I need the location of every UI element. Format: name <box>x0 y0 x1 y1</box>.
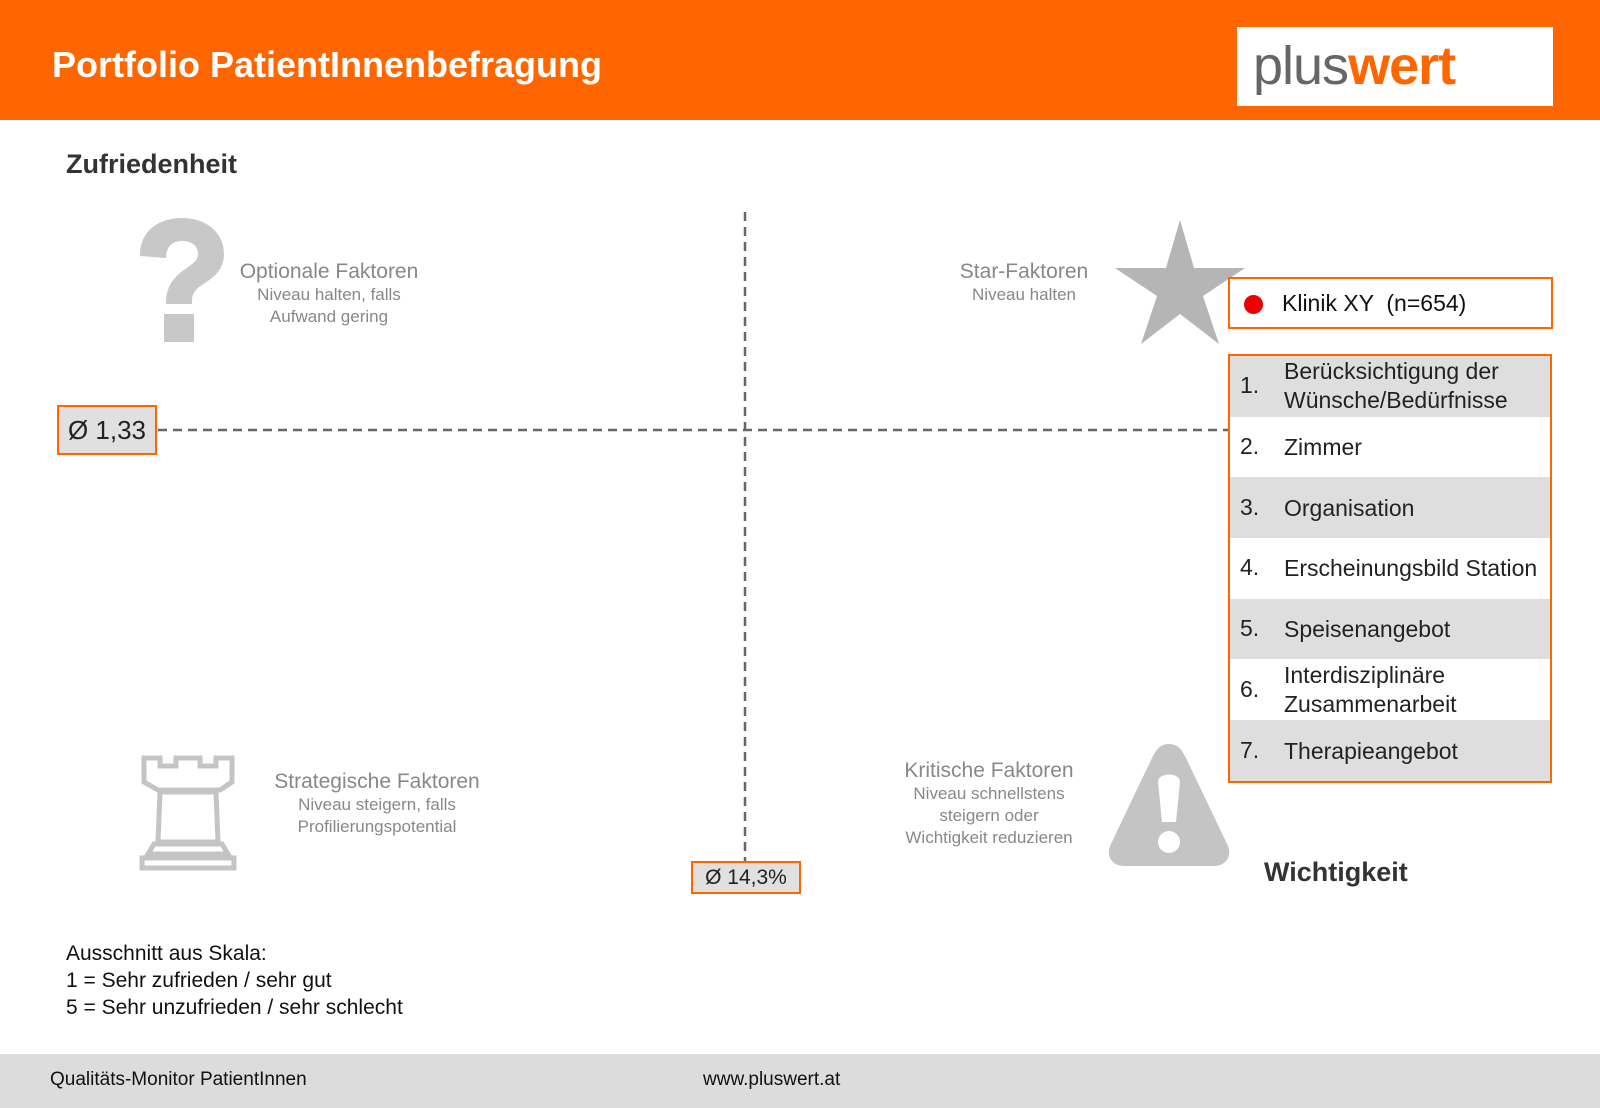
strategic-factors-title: Strategische Faktoren <box>274 770 480 793</box>
legend <box>1228 277 1553 329</box>
scale-note-line1: Ausschnitt aus Skala: <box>66 942 267 965</box>
factor-number: 1. <box>1240 372 1260 399</box>
factor-label <box>1284 615 1450 644</box>
factor-label-line1: Interdisziplinäre <box>1284 661 1446 688</box>
logo-wert: wert <box>1348 36 1456 96</box>
strategic-factors-line1: Niveau steigern, falls <box>298 795 456 814</box>
factor-number: 7. <box>1240 736 1260 763</box>
factor-list <box>1228 354 1552 783</box>
star-icon <box>1115 218 1245 344</box>
factor-row <box>1230 720 1550 781</box>
optional-factors-line2: Aufwand gering <box>269 307 389 326</box>
optional-factors-line1: Niveau halten, falls <box>257 285 401 304</box>
footer-bar <box>0 1054 1600 1108</box>
factor-label <box>1284 737 1458 766</box>
x-axis-label: Wichtigkeit <box>1264 857 1408 887</box>
factor-label-line1: Erscheinungsbild Station <box>1284 555 1538 582</box>
factor-row <box>1230 660 1550 721</box>
critical-factors-line3: Wichtigkeit reduzieren <box>905 828 1073 847</box>
star-factors-text <box>919 260 1129 306</box>
x-average-box: Ø 14,3% <box>691 861 801 894</box>
y-axis-label: Zufriedenheit <box>66 149 238 179</box>
factor-number: 6. <box>1240 675 1260 702</box>
scale-note-line2: 1 = Sehr zufrieden / sehr gut <box>66 969 332 992</box>
factor-label <box>1284 433 1362 462</box>
factor-label <box>1284 554 1537 583</box>
factor-label-line1: Zimmer <box>1284 434 1362 461</box>
scale-note-line3: 5 = Sehr unzufrieden / sehr schlecht <box>66 996 403 1019</box>
factor-row <box>1230 417 1550 478</box>
factor-number: 2. <box>1240 433 1260 460</box>
factor-label <box>1284 357 1508 415</box>
factor-label-line1: Berücksichtigung der <box>1284 358 1499 384</box>
scale-note <box>66 940 403 1021</box>
star-factors-title: Star-Faktoren <box>959 260 1089 283</box>
strategic-factors-text <box>257 770 497 838</box>
factor-label-line1: Speisenangebot <box>1284 616 1451 643</box>
warning-icon <box>1106 742 1232 868</box>
factor-label-line2: Zusammenarbeit <box>1284 690 1457 717</box>
factor-number: 3. <box>1240 493 1260 520</box>
strategic-factors-line2: Profilierungspotential <box>297 817 457 836</box>
question-icon <box>132 218 228 343</box>
optional-factors-text <box>224 260 434 328</box>
logo-plus: plus <box>1253 36 1349 96</box>
critical-factors-title: Kritische Faktoren <box>904 759 1074 782</box>
critical-factors-text <box>874 759 1104 849</box>
critical-factors-line2: steigern oder <box>939 806 1039 825</box>
page-title: Portfolio PatientInnenbefragung <box>52 44 602 85</box>
legend-dot <box>1244 295 1263 314</box>
factor-row <box>1230 599 1550 660</box>
optional-factors-title: Optionale Faktoren <box>239 260 419 283</box>
y-average-box: Ø 1,33 <box>57 405 157 455</box>
factor-label-line1: Organisation <box>1284 494 1415 521</box>
factor-label <box>1284 661 1457 719</box>
factor-row <box>1230 477 1550 538</box>
factor-label-line2: Wünsche/Bedürfnisse <box>1284 387 1508 413</box>
legend-label: Klinik XY (n=654) <box>1282 290 1467 316</box>
factor-label <box>1284 494 1414 523</box>
star-factors-line1: Niveau halten <box>972 285 1076 304</box>
factor-number: 5. <box>1240 615 1260 642</box>
factor-row <box>1230 538 1550 599</box>
factor-number: 4. <box>1240 554 1260 581</box>
footer-left-text: Qualitäts-Monitor PatientInnen <box>50 1069 307 1090</box>
critical-factors-line1: Niveau schnellstens <box>913 784 1065 803</box>
factor-label-line1: Therapieangebot <box>1284 737 1458 764</box>
footer-url[interactable]: www.pluswert.at <box>703 1069 841 1090</box>
chess-rook-icon <box>138 754 240 871</box>
factor-row <box>1230 356 1550 417</box>
